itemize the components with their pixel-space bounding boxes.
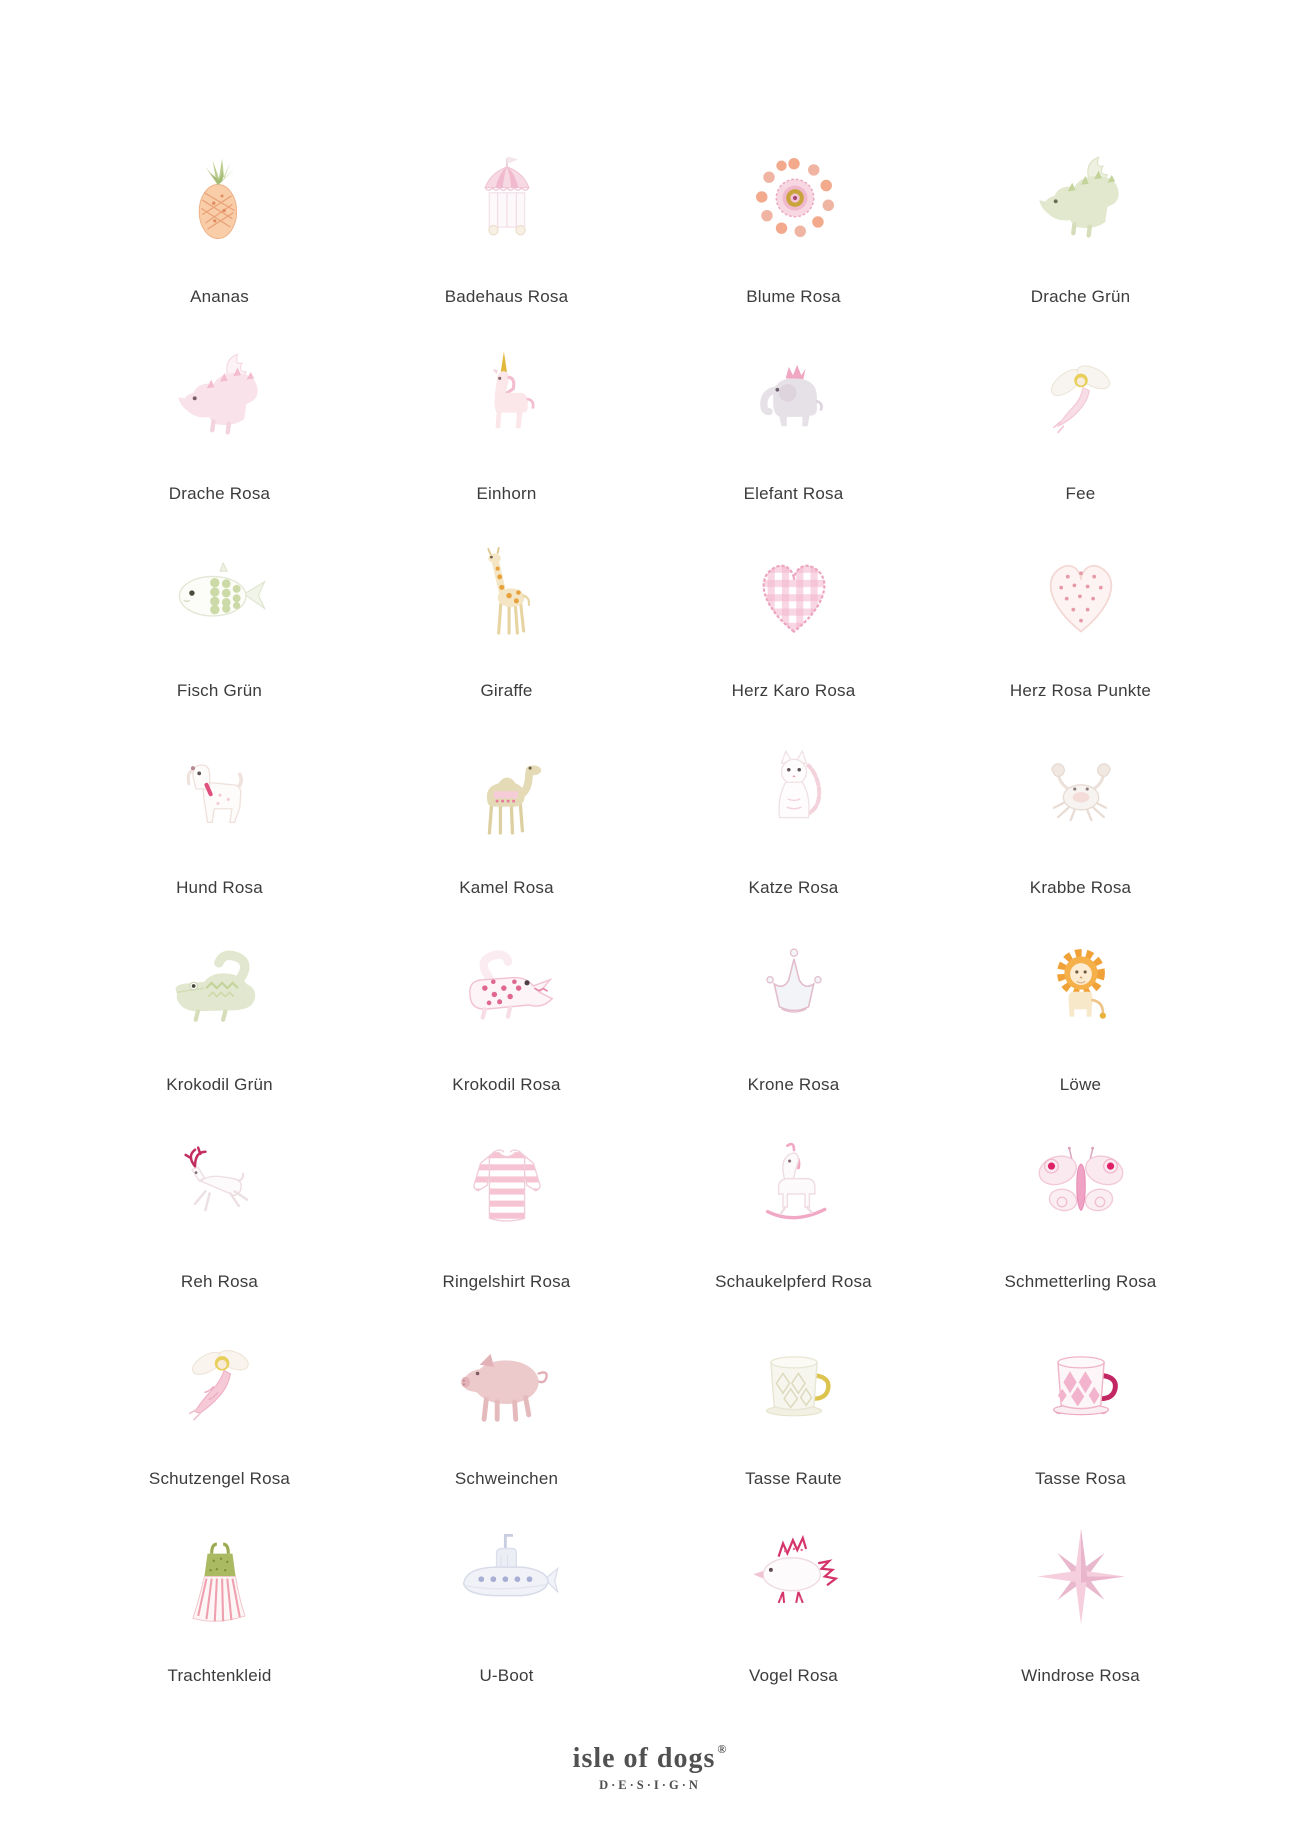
grid-item-drache-rosa xyxy=(76,307,363,504)
herz-karo-rosa-icon xyxy=(739,513,849,671)
grid-item-krone-rosa xyxy=(650,898,937,1095)
item-label: Kamel Rosa xyxy=(459,878,554,897)
item-label: Krone Rosa xyxy=(747,1075,840,1094)
trachtenkleid-icon xyxy=(168,1498,272,1656)
item-label: Fisch Grün xyxy=(176,681,263,700)
grid-item-krokodil-rosa xyxy=(363,898,650,1095)
elefant-rosa-icon xyxy=(742,316,846,474)
krabbe-rosa-icon xyxy=(1029,710,1133,868)
item-label: Tasse Rosa xyxy=(1035,1469,1126,1488)
grid-item-reh-rosa xyxy=(76,1095,363,1292)
grid-item-katze-rosa xyxy=(650,701,937,898)
vogel-rosa-icon xyxy=(739,1498,849,1656)
item-label: Blume Rosa xyxy=(746,287,841,306)
grid-item-krabbe-rosa xyxy=(937,701,1224,898)
grid-item-herz-karo-rosa xyxy=(650,504,937,701)
schaukelpferd-rosa-icon xyxy=(739,1104,849,1262)
item-label: Schaukelpferd Rosa xyxy=(715,1272,872,1291)
ananas-icon xyxy=(168,119,272,277)
schweinchen-icon xyxy=(447,1301,567,1459)
item-label: Vogel Rosa xyxy=(749,1666,838,1685)
grid-item-schaukelpferd-rosa xyxy=(650,1095,937,1292)
grid-item-fisch-gruen xyxy=(76,504,363,701)
grid-item-schmetterling-rosa xyxy=(937,1095,1224,1292)
item-label: Löwe xyxy=(1059,1075,1102,1094)
item-label: Schweinchen xyxy=(454,1469,559,1488)
windrose-rosa-icon xyxy=(1029,1498,1133,1656)
krokodil-rosa-icon xyxy=(449,907,565,1065)
giraffe-icon xyxy=(455,513,559,671)
tasse-raute-icon xyxy=(739,1301,849,1459)
ringelshirt-rosa-icon xyxy=(452,1104,562,1262)
grid-item-schweinchen xyxy=(363,1292,650,1489)
katze-rosa-icon xyxy=(742,710,846,868)
grid-item-tasse-rosa xyxy=(937,1292,1224,1489)
item-label: Hund Rosa xyxy=(176,878,263,897)
item-label: Drache Rosa xyxy=(168,484,271,503)
item-label: Badehaus Rosa xyxy=(444,287,569,306)
reh-rosa-icon xyxy=(168,1104,272,1262)
item-label: Reh Rosa xyxy=(180,1272,259,1291)
grid-item-blume-rosa xyxy=(650,110,937,307)
item-label: Einhorn xyxy=(476,484,537,503)
item-label: Ananas xyxy=(190,287,249,306)
grid-item-u-boot xyxy=(363,1489,650,1686)
loewe-icon xyxy=(1029,907,1133,1065)
brand-footer xyxy=(0,1742,1300,1793)
item-label: Fee xyxy=(1065,484,1096,503)
grid-item-trachtenkleid xyxy=(76,1489,363,1686)
u-boot-icon xyxy=(444,1498,570,1656)
item-label: Ringelshirt Rosa xyxy=(442,1272,571,1291)
grid-item-krokodil-gruen xyxy=(76,898,363,1095)
grid-item-kamel-rosa xyxy=(363,701,650,898)
item-label: Elefant Rosa xyxy=(743,484,844,503)
fisch-gruen-icon xyxy=(160,513,280,671)
grid-item-herz-rosa-punkte xyxy=(937,504,1224,701)
grid-item-hund-rosa xyxy=(76,701,363,898)
schutzengel-rosa-icon xyxy=(168,1301,272,1459)
item-label: Tasse Raute xyxy=(745,1469,842,1488)
tasse-rosa-icon xyxy=(1026,1301,1136,1459)
drache-gruen-icon xyxy=(1026,119,1136,277)
grid-item-fee xyxy=(937,307,1224,504)
registered-trademark-icon: ® xyxy=(717,1742,728,1756)
fee-icon xyxy=(1029,316,1133,474)
item-label: Giraffe xyxy=(480,681,533,700)
krokodil-gruen-icon xyxy=(162,907,278,1065)
item-label: Drache Grün xyxy=(1030,287,1131,306)
grid-item-schutzengel-rosa xyxy=(76,1292,363,1489)
grid-item-giraffe xyxy=(363,504,650,701)
item-label: Schmetterling Rosa xyxy=(1004,1272,1157,1291)
motif-grid xyxy=(76,110,1224,1686)
item-label: U-Boot xyxy=(479,1666,534,1685)
einhorn-icon xyxy=(455,316,559,474)
brand-name: isle of dogs xyxy=(572,1743,716,1774)
grid-item-ananas xyxy=(76,110,363,307)
grid-item-ringelshirt-rosa xyxy=(363,1095,650,1292)
brand-logo xyxy=(0,1742,1300,1775)
brand-subtitle: D·E·S·I·G·N xyxy=(599,1778,701,1792)
item-label: Herz Karo Rosa xyxy=(731,681,856,700)
item-label: Herz Rosa Punkte xyxy=(1009,681,1152,700)
badehaus-rosa-icon xyxy=(455,119,559,277)
krone-rosa-icon xyxy=(742,907,846,1065)
blume-rosa-icon xyxy=(742,119,846,277)
grid-item-einhorn xyxy=(363,307,650,504)
grid-item-badehaus-rosa xyxy=(363,110,650,307)
item-label: Katze Rosa xyxy=(748,878,839,897)
grid-item-tasse-raute xyxy=(650,1292,937,1489)
item-label: Krabbe Rosa xyxy=(1029,878,1132,897)
grid-item-vogel-rosa xyxy=(650,1489,937,1686)
motif-poster xyxy=(76,0,1224,1686)
herz-rosa-punkte-icon xyxy=(1026,513,1136,671)
item-label: Krokodil Grün xyxy=(166,1075,273,1094)
grid-item-windrose-rosa xyxy=(937,1489,1224,1686)
item-label: Trachtenkleid xyxy=(167,1666,272,1685)
item-label: Schutzengel Rosa xyxy=(148,1469,291,1488)
grid-item-elefant-rosa xyxy=(650,307,937,504)
item-label: Krokodil Rosa xyxy=(452,1075,561,1094)
hund-rosa-icon xyxy=(168,710,272,868)
schmetterling-rosa-icon xyxy=(1023,1104,1139,1262)
grid-item-loewe xyxy=(937,898,1224,1095)
kamel-rosa-icon xyxy=(452,710,562,868)
drache-rosa-icon xyxy=(165,316,275,474)
item-label: Windrose Rosa xyxy=(1021,1666,1140,1685)
grid-item-drache-gruen xyxy=(937,110,1224,307)
